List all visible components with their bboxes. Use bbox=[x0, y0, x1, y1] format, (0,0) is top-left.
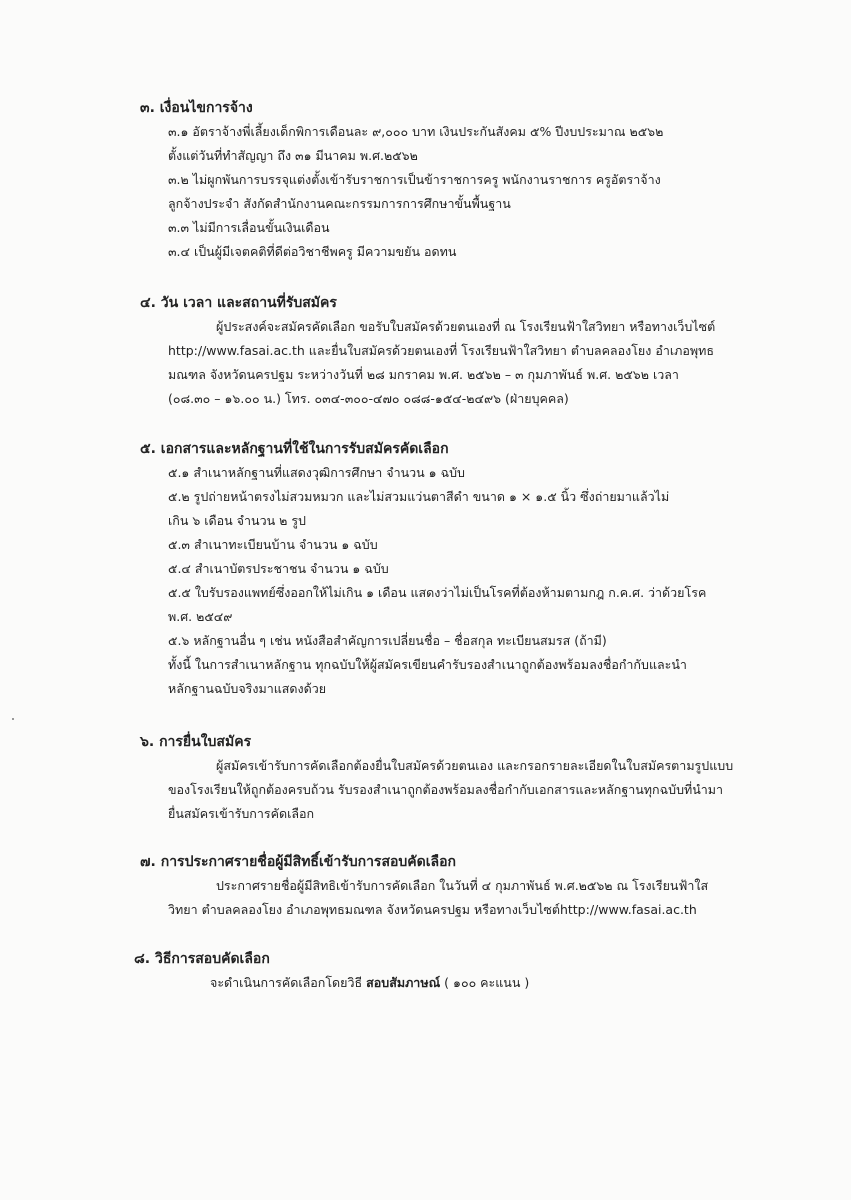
section-6-line-3: ยื่นสมัครเข้ารับการคัดเลือก bbox=[168, 806, 315, 821]
section-4 bbox=[140, 291, 790, 411]
section-5-line-3: เกิน ๖ เดือน จำนวน ๒ รูป bbox=[168, 513, 306, 528]
section-4-line-1: ผู้ประสงค์จะสมัครคัดเลือก ขอรับใบสมัครด้วยตนเองที่ ณ โรงเรียนฟ้าใสวิทยา หรือทางเว็บไซต์ bbox=[216, 319, 716, 334]
section-5-line-5: ๕.๔ สำเนาบัตรประชาชน จำนวน ๑ ฉบับ bbox=[168, 561, 389, 576]
section-6 bbox=[140, 730, 790, 826]
section-6-line-2: ของโรงเรียนให้ถูกต้องครบถ้วน รับรองสำเนาถูกต้องพร้อมลงชื่อกำกับเอกสารและหลักฐานทุกฉบับที่นำมา bbox=[168, 782, 724, 797]
section-5 bbox=[140, 437, 790, 701]
section-6-line-1: ผู้สมัครเข้ารับการคัดเลือกต้องยื่นใบสมัครด้วยตนเอง และกรอกรายละเอียดในใบสมัครตามรูปแบบ bbox=[216, 758, 734, 773]
section-8 bbox=[134, 947, 784, 995]
section-5-line-8: ๕.๖ หลักฐานอื่น ๆ เช่น หนังสือสำคัญการเปลี่ยนชื่อ – ชื่อสกุล ทะเบียนสมรส (ถ้ามี) bbox=[168, 633, 607, 648]
section-3-line-3: ๓.๒ ไม่ผูกพันการบรรจุแต่งตั้งเข้ารับราชการเป็นข้าราชการครู พนักงานราชการ ครูอัตราจ้าง bbox=[168, 172, 661, 187]
section-3-line-4: ลูกจ้างประจำ สังกัดสำนักงานคณะกรรมการการศึกษาขั้นพื้นฐาน bbox=[168, 196, 511, 211]
section-8-method-name: สอบสัมภาษณ์ bbox=[366, 975, 441, 990]
section-7-line-1: ประกาศรายชื่อผู้มีสิทธิเข้ารับการคัดเลือก ในวันที่ ๔ กุมภาพันธ์ พ.ศ.๒๕๖๒ ณ โรงเรียนฟ้าใส bbox=[216, 878, 709, 893]
section-6-title: ๖. การยื่นใบสมัคร bbox=[140, 734, 252, 750]
section-8-method-score: ( ๑๐๐ คะแนน ) bbox=[444, 975, 530, 990]
section-3 bbox=[140, 96, 790, 264]
section-7-line-2: วิทยา ตำบลคลองโยง อำเภอพุทธมณฑล จังหวัดนครปฐม หรือทางเว็บไซต์http://www.fasai.ac.th bbox=[168, 902, 697, 917]
section-3-line-2: ตั้งแต่วันที่ทำสัญญา ถึง ๓๑ มีนาคม พ.ศ.๒๕๖๒ bbox=[168, 148, 418, 163]
section-5-line-7: พ.ศ. ๒๕๔๙ bbox=[168, 609, 233, 624]
section-5-line-6: ๕.๕ ใบรับรองแพทย์ซึ่งออกให้ไม่เกิน ๑ เดือน แสดงว่าไม่เป็นโรคที่ต้องห้ามตามกฎ ก.ค.ศ. ว่าด้วยโรค bbox=[168, 585, 707, 600]
section-8-line-1 bbox=[134, 971, 784, 995]
section-3-line-6: ๓.๔ เป็นผู้มีเจตคติที่ดีต่อวิชาชีพครู มีความขยัน อดทน bbox=[168, 244, 457, 259]
section-5-line-2: ๕.๒ รูปถ่ายหน้าตรงไม่สวมหมวก และไม่สวมแว่นตาสีดำ ขนาด ๑ × ๑.๕ นิ้ว ซึ่งถ่ายมาแล้วไม่ bbox=[168, 489, 670, 504]
section-3-line-1: ๓.๑ อัตราจ้างพี่เลี้ยงเด็กพิการเดือนละ ๙,๐๐๐ บาท เงินประกันสังคม ๕% ปีงบประมาณ ๒๕๖๒ bbox=[168, 124, 664, 139]
section-5-line-9: ทั้งนี้ ในการสำเนาหลักฐาน ทุกฉบับให้ผู้สมัครเขียนคำรับรองสำเนาถูกต้องพร้อมลงชื่อกำกับและนำ bbox=[168, 657, 687, 672]
section-4-line-3: มณฑล จังหวัดนครปฐม ระหว่างวันที่ ๒๘ มกราคม พ.ศ. ๒๕๖๒ – ๓ กุมภาพันธ์ พ.ศ. ๒๕๖๒ เวลา bbox=[168, 367, 679, 382]
section-8-method-prefix: จะดำเนินการคัดเลือกโดยวิธี bbox=[210, 975, 363, 990]
section-4-title: ๔. วัน เวลา และสถานที่รับสมัคร bbox=[140, 295, 337, 311]
section-8-title: ๘. วิธีการสอบคัดเลือก bbox=[134, 951, 270, 967]
scan-speck bbox=[12, 718, 14, 720]
section-5-line-10: หลักฐานฉบับจริงมาแสดงด้วย bbox=[168, 681, 327, 696]
section-5-line-4: ๕.๓ สำเนาทะเบียนบ้าน จำนวน ๑ ฉบับ bbox=[168, 537, 378, 552]
section-4-line-4: (๐๘.๓๐ – ๑๖.๐๐ น.) โทร. ๐๓๔-๓๐๐-๔๗๐ ๐๘๘-๑๕๔-๒๔๙๖ (ฝ่ายบุคคล) bbox=[168, 391, 569, 406]
section-5-title: ๕. เอกสารและหลักฐานที่ใช้ในการรับสมัครคัดเลือก bbox=[140, 441, 449, 457]
section-4-line-2: http://www.fasai.ac.th และยื่นใบสมัครด้วยตนเองที่ โรงเรียนฟ้าใสวิทยา ตำบลคลองโยง อำเภอพุทธ bbox=[168, 343, 714, 358]
section-3-title: ๓. เงื่อนไขการจ้าง bbox=[140, 100, 253, 116]
section-3-line-5: ๓.๓ ไม่มีการเลื่อนขั้นเงินเดือน bbox=[168, 220, 330, 235]
section-7-title: ๗. การประกาศรายชื่อผู้มีสิทธิ์เข้ารับการสอบคัดเลือก bbox=[140, 854, 456, 870]
section-5-line-1: ๕.๑ สำเนาหลักฐานที่แสดงวุฒิการศึกษา จำนวน ๑ ฉบับ bbox=[168, 465, 465, 480]
section-7 bbox=[140, 850, 790, 922]
